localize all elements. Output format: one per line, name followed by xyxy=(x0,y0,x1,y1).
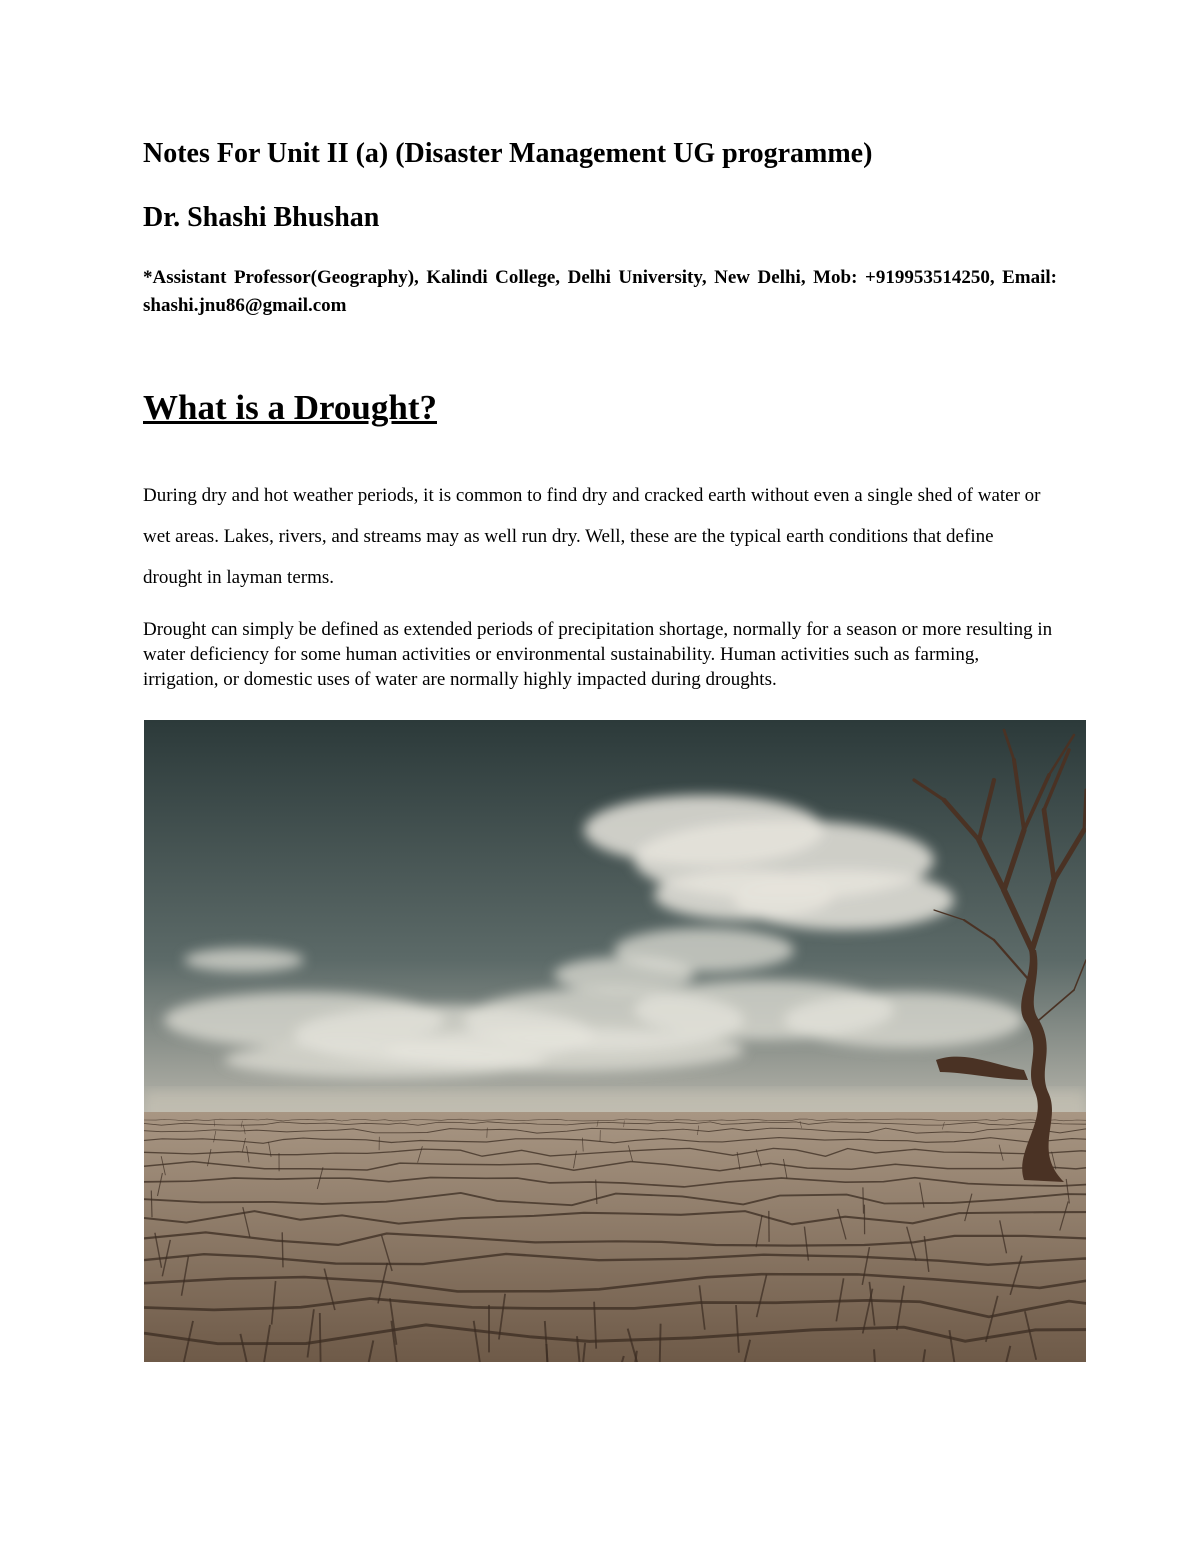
tree-branch xyxy=(1084,790,1086,830)
document-title: Notes For Unit II (a) (Disaster Management UG programme) xyxy=(143,138,873,169)
cloud xyxy=(184,948,304,972)
crack-line xyxy=(660,1324,661,1362)
cloud xyxy=(554,957,694,993)
paragraph-2: Drought can simply be defined as extended periods of precipitation shortage, normally for a season or more resulting in water deficiency for some human activities or environmental sustainability. Human activities such as farming, irrigation, or domestic uses of water are normally highly impacted during droughts. xyxy=(143,619,1053,690)
cloud xyxy=(654,870,834,920)
crack-line xyxy=(320,1313,321,1362)
crack-line xyxy=(151,1191,152,1218)
author-affiliation: *Assistant Professor(Geography), Kalindi College, Delhi University, New Delhi, Mob: +919953514250, Email: shashi.jnu86@gmail.com xyxy=(143,267,1057,316)
cloud xyxy=(224,1042,544,1078)
drought-photo xyxy=(144,720,1086,1362)
author-name: Dr. Shashi Bhushan xyxy=(143,202,380,233)
crack-line xyxy=(282,1232,283,1267)
cloud xyxy=(784,992,1024,1048)
drought-photo-illustration xyxy=(144,720,1086,1362)
paragraph-1: During dry and hot weather periods, it is common to find dry and cracked earth without even a single shed of water or wet areas. Lakes, rivers, and streams may as well run dry. Well, these are the typical earth conditions that define drought in layman terms. xyxy=(143,485,1041,588)
section-heading: What is a Drought? xyxy=(143,388,437,427)
crack-line xyxy=(863,1187,864,1213)
